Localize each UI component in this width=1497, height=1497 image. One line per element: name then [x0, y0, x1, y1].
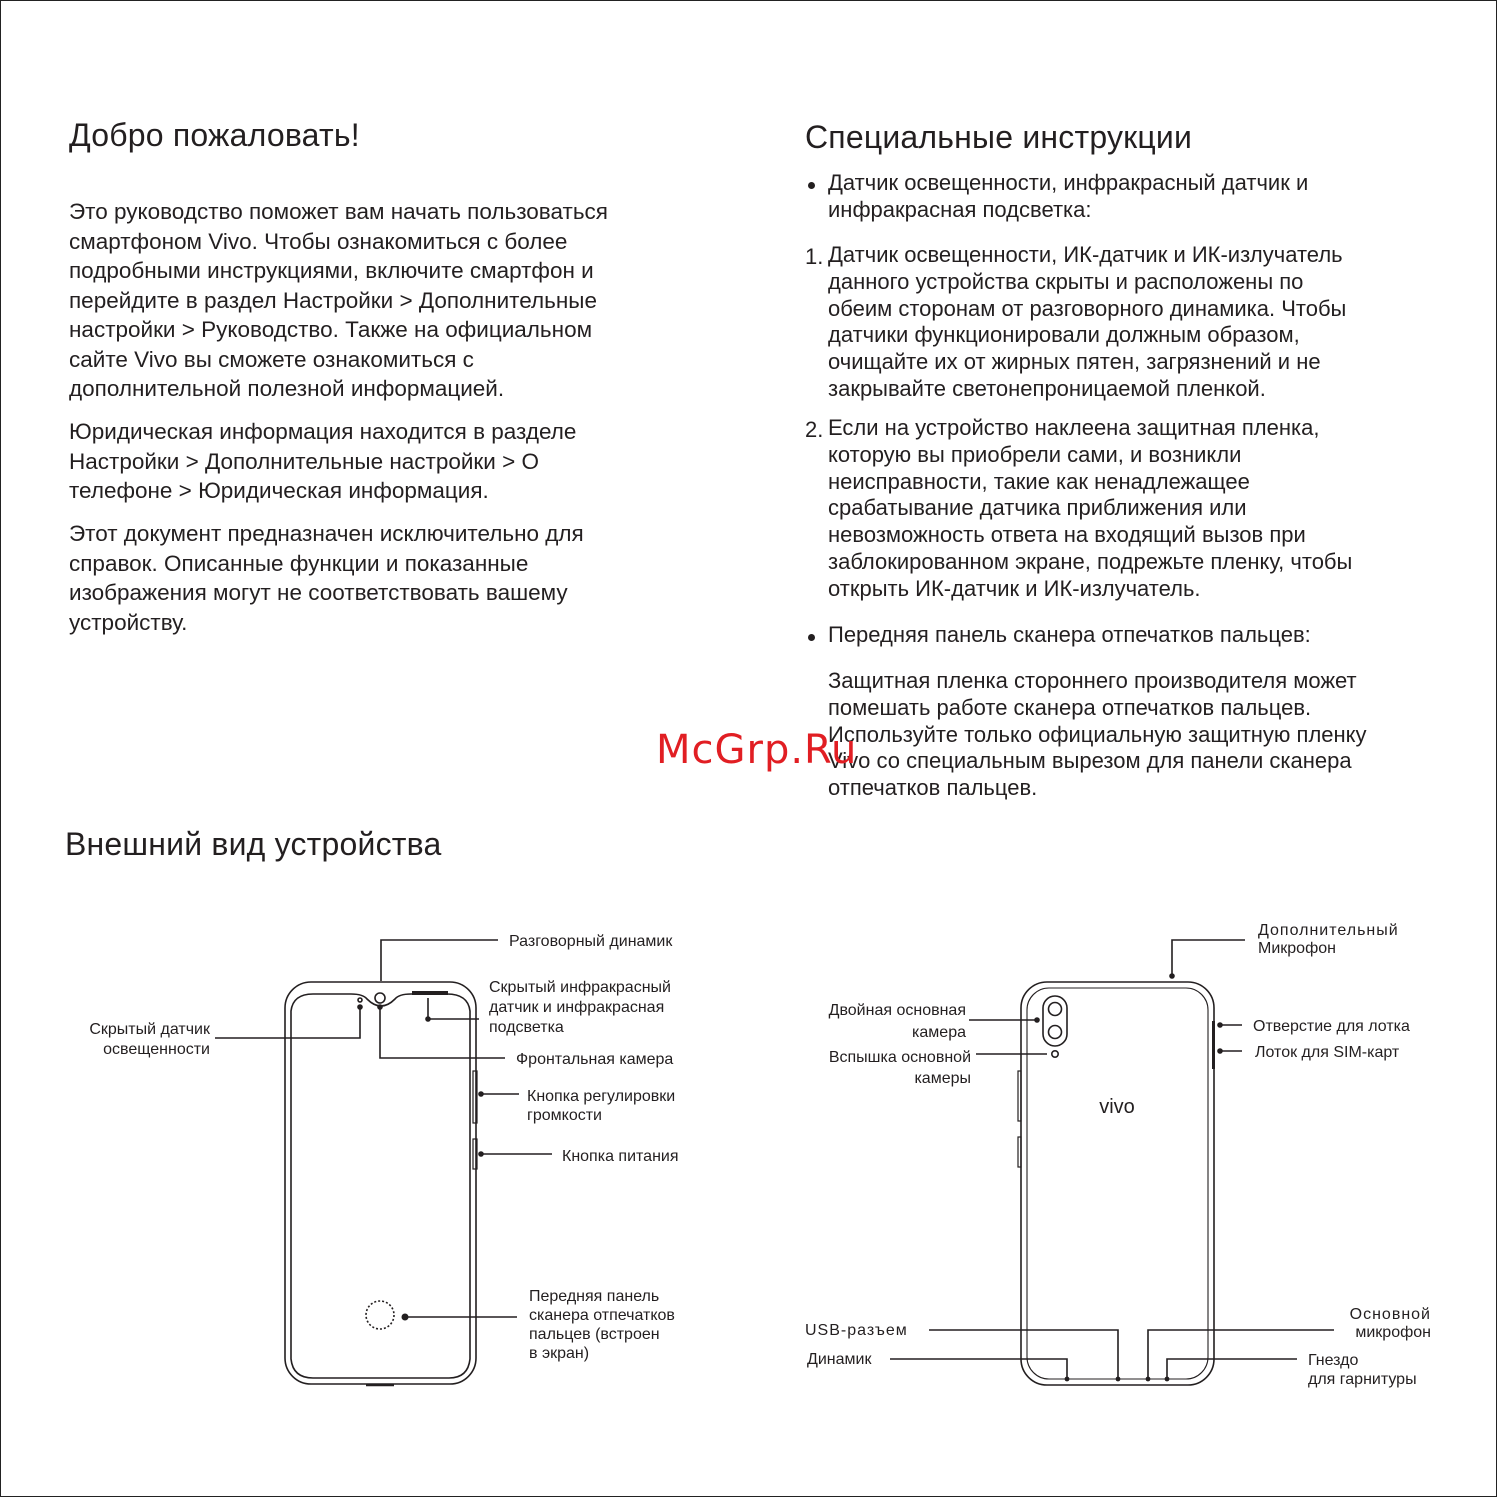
label-line: сканера отпечатков	[529, 1307, 675, 1324]
text-line: Это руководство поможет вам начать пользоваться	[69, 199, 608, 224]
text-line: которую вы приобрели сами, и возникли	[828, 441, 1242, 467]
label-flash	[791, 1047, 971, 1089]
label-fingerprint	[529, 1287, 675, 1363]
label-line: микрофон	[1355, 1324, 1431, 1341]
text-line: Датчик освещенности, инфракрасный датчик и	[828, 170, 1309, 195]
text-line: Датчик освещенности, ИК-датчик и ИК-излучатель	[828, 242, 1343, 267]
label-power: Кнопка питания	[562, 1148, 679, 1165]
label-usb: USB-разъем	[805, 1322, 908, 1339]
leader-line	[1172, 940, 1245, 976]
text-line: подробными инструкциями, включите смартфон и	[69, 258, 594, 283]
light-sensor-icon	[358, 998, 362, 1002]
device-title: Внешний вид устройства	[65, 826, 442, 862]
text-line: помешать работе сканера отпечатков пальцев.	[828, 694, 1312, 720]
fingerprint-area-icon	[366, 1301, 394, 1329]
text-line: настройки > Руководство. Также на официальном	[69, 317, 593, 342]
label-volume	[527, 1087, 675, 1125]
front-phone-outline	[285, 982, 477, 1385]
label-earpiece: Разговорный динамик	[509, 933, 673, 950]
text-line: Используйте только официальную защитную пленку	[828, 721, 1367, 747]
text-line: Vivo со специальным вырезом для панели сканера	[828, 748, 1352, 774]
text-line: Этот документ предназначен исключительно для	[69, 521, 584, 546]
bullet-fingerprint: Передняя панель сканера отпечатков пальцев:	[828, 622, 1311, 647]
label-main-mic	[1291, 1306, 1431, 1342]
text-line: Защитная пленка стороннего производителя может	[828, 668, 1357, 693]
leader-line	[381, 940, 498, 981]
leader-line	[428, 998, 479, 1019]
text-line: телефоне > Юридическая информация.	[69, 478, 489, 503]
label-line: камеры	[914, 1070, 971, 1087]
label-extra-mic	[1258, 922, 1399, 958]
text-line: обеим сторонам от разговорного динамика. Чтобы	[828, 295, 1347, 321]
label-light-sensor	[61, 1020, 210, 1060]
label-line: Гнездо	[1308, 1352, 1359, 1369]
welcome-title: Добро пожаловать!	[69, 117, 360, 153]
label-sim-tray: Лоток для SIM-карт	[1255, 1044, 1400, 1061]
label-line: Кнопка регулировки	[527, 1088, 676, 1105]
label-line: пальцев (встроен	[529, 1326, 660, 1343]
label-headset	[1308, 1351, 1417, 1389]
label-line: Дополнительный	[1258, 922, 1399, 939]
flash-icon	[1052, 1051, 1058, 1057]
text-line: Настройки > Дополнительные настройки > О	[69, 448, 539, 474]
text-line: Если на устройство наклеена защитная пленка,	[828, 415, 1320, 440]
label-line: Микрофон	[1258, 940, 1336, 957]
text-line: смартфоном Vivo. Чтобы ознакомиться с более	[69, 228, 568, 254]
text-line: невозможность ответа на входящий вызов при	[828, 522, 1306, 548]
label-line: камера	[912, 1024, 966, 1041]
text-line: неисправности, такие как ненадлежащее	[828, 468, 1250, 494]
leader-line	[380, 1007, 505, 1058]
device-diagrams	[1, 1, 1496, 1496]
label-line: Скрытый инфракрасный	[489, 979, 671, 996]
label-line: освещенности	[103, 1041, 210, 1058]
camera-lens-icon	[1049, 1003, 1062, 1016]
label-front-camera: Фронтальная камера	[516, 1051, 674, 1068]
text-line: справок. Описанные функции и показанные	[69, 550, 529, 576]
text-line: открыть ИК-датчик и ИК-излучатель.	[828, 575, 1201, 601]
label-ir-sensor	[489, 978, 671, 1038]
label-line: для гарнитуры	[1308, 1371, 1417, 1388]
label-line: громкости	[527, 1107, 602, 1124]
label-line: Передняя панель	[529, 1288, 660, 1305]
leader-line	[215, 1007, 360, 1038]
special-title: Специальные инструкции	[805, 119, 1193, 155]
watermark: McGrp.Ru	[656, 727, 858, 773]
text-line: дополнительной полезной информацией.	[69, 376, 505, 401]
label-line: Двойная основная	[828, 1002, 966, 1019]
text-line: Юридическая информация находится в разделе	[69, 419, 577, 444]
label-tray-hole: Отверстие для лотка	[1253, 1018, 1410, 1035]
text-line: заблокированном экране, подрежьте пленку, чтобы	[828, 548, 1353, 574]
label-line: Скрытый датчик	[89, 1021, 210, 1038]
label-line: датчик и инфракрасная	[489, 999, 665, 1016]
label-speaker: Динамик	[807, 1351, 872, 1368]
text-line: очищайте их от жирных пятен, загрязнений и не	[828, 349, 1321, 375]
text-line: изображения могут не соответствовать вашему	[69, 580, 568, 605]
label-line: Основной	[1349, 1306, 1431, 1323]
ir-sensor-strip	[412, 991, 448, 995]
label-line: в экран)	[529, 1345, 590, 1362]
text-line: датчики функционировали должным образом,	[828, 322, 1300, 348]
front-camera-icon	[375, 993, 385, 1003]
item-number: 2.	[805, 417, 824, 442]
camera-lens-icon	[1049, 1026, 1062, 1039]
label-line: Вспышка основной	[828, 1049, 971, 1066]
label-line: подсветка	[489, 1019, 564, 1036]
item-number: 1.	[805, 244, 824, 269]
label-dual-camera	[791, 1000, 966, 1044]
vivo-logo: vivo	[1099, 1096, 1135, 1118]
leader-line	[1167, 1359, 1297, 1379]
text-line: перейдите в раздел Настройки > Дополнительные	[69, 287, 597, 313]
text-line: сайте Vivo вы сможете ознакомиться с	[69, 346, 474, 372]
text-line: закрывайте светонепроницаемой пленкой.	[828, 375, 1266, 401]
text-line: отпечатков пальцев.	[828, 775, 1038, 801]
text-line: инфракрасная подсветка:	[828, 196, 1092, 222]
text-line: срабатывание датчика приближения или	[828, 495, 1247, 521]
leader-line	[890, 1359, 1067, 1379]
text-line: устройству.	[69, 609, 188, 635]
text-line: данного устройства скрыты и расположены по	[828, 268, 1304, 294]
